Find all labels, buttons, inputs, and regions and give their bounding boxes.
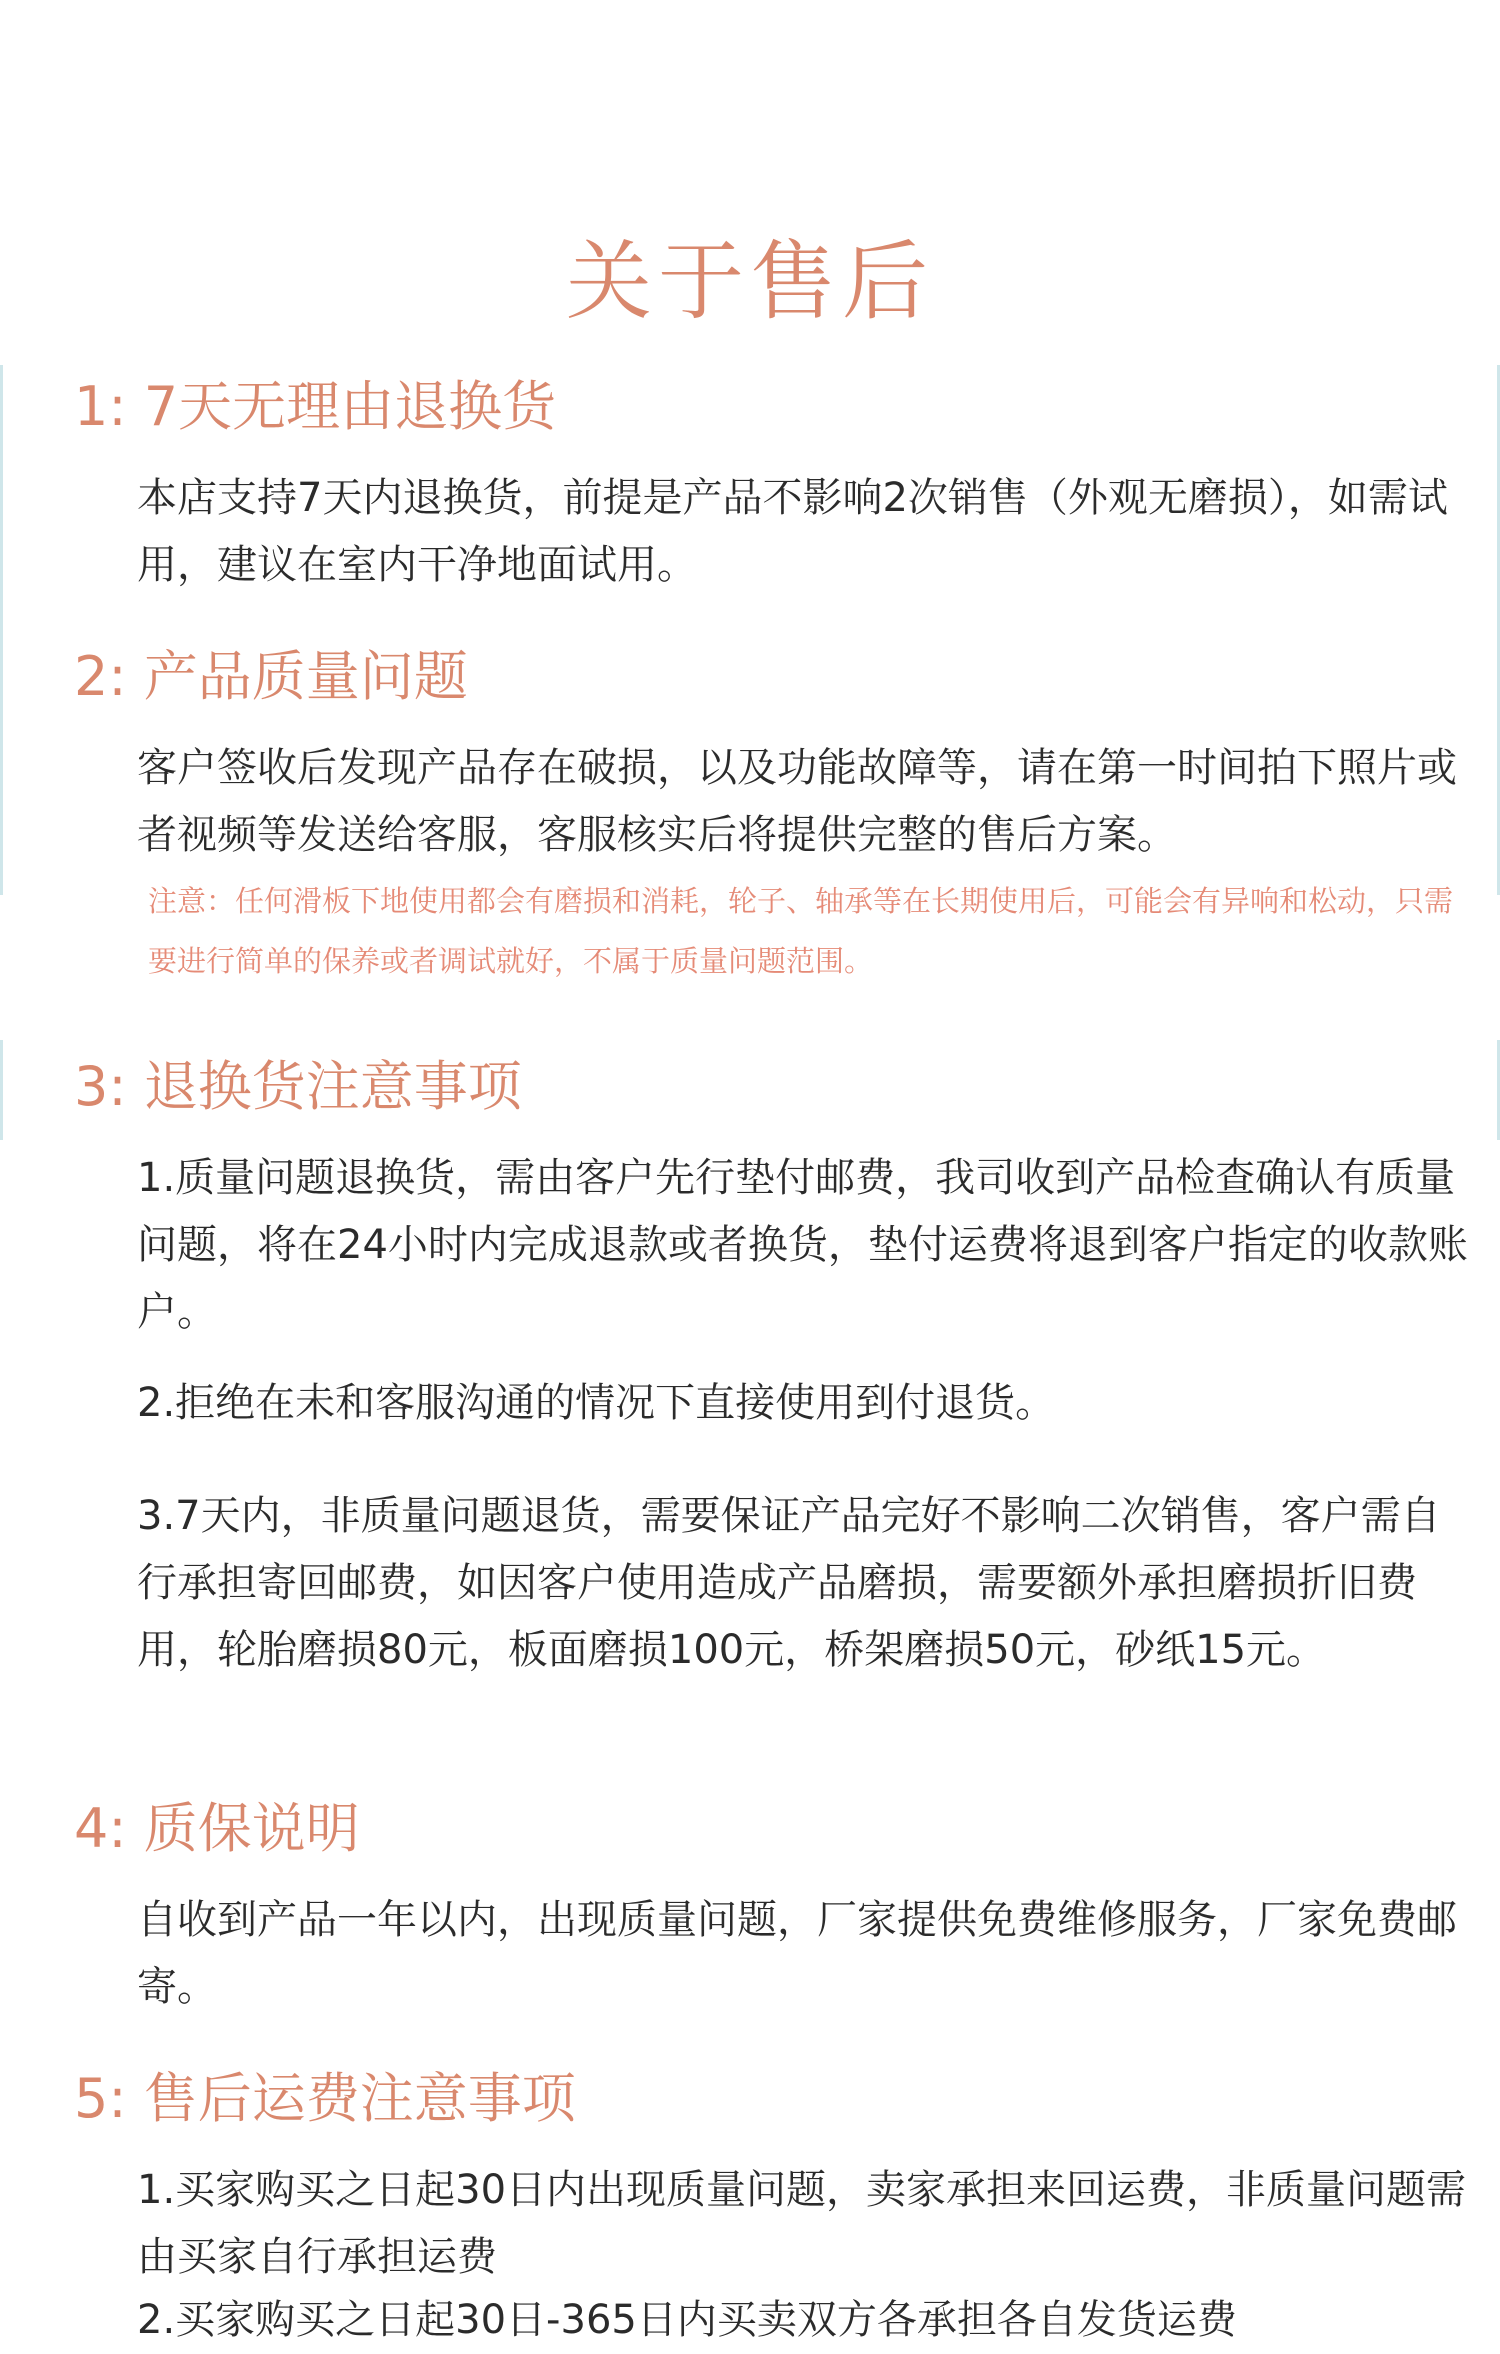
left-accent-bar [0, 1040, 3, 1140]
section-heading-5: 5: 售后运费注意事项 [74, 2067, 576, 2130]
page-title: 关于售后 [566, 232, 934, 332]
section-2-note: 注意：任何滑板下地使用都会有磨损和消耗，轮子、轴承等在长期使用后，可能会有异响和松动，只需要进行简单的保养或者调试就好，不属于质量问题范围。 [148, 884, 1454, 978]
section-heading-2: 2: 产品质量问题 [74, 645, 468, 708]
left-accent-bar [0, 365, 3, 895]
section-3-paragraph-2: 2.拒绝在未和客服沟通的情况下直接使用到付退货。 [137, 1380, 1056, 1426]
section-2-paragraph: 客户签收后发现产品存在破损，以及功能故障等，请在第一时间拍下照片或者视频等发送给客服，客服核实后将提供完整的售后方案。 [137, 745, 1457, 858]
section-3-paragraph-1: 1.质量问题退换货，需由客户先行垫付邮费，我司收到产品检查确认有质量问题，将在24小时内完成退款或者换货，垫付运费将退到客户指定的收款账户。 [137, 1155, 1468, 1335]
section-5-paragraph-1: 1.买家购买之日起30日内出现质量问题，卖家承担来回运费，非质量问题需由买家自行承担运费 [137, 2167, 1467, 2280]
section-5-paragraph-2: 2.买家购买之日起30日-365日内买卖双方各承担各自发货运费 [137, 2297, 1237, 2343]
section-heading-1: 1: 7天无理由退换货 [74, 375, 557, 438]
section-1-paragraph: 本店支持7天内退换货，前提是产品不影响2次销售（外观无磨损），如需试用，建议在室内干净地面试用。 [137, 475, 1448, 588]
section-heading-4: 4: 质保说明 [74, 1797, 360, 1860]
section-3-paragraph-3: 3.7天内，非质量问题退货，需要保证产品完好不影响二次销售，客户需自行承担寄回邮费，如因客户使用造成产品磨损，需要额外承担磨损折旧费用，轮胎磨损80元，板面磨损100元，桥架磨损50元，砂纸15元。 [137, 1493, 1441, 1673]
section-4-paragraph: 自收到产品一年以内，出现质量问题，厂家提供免费维修服务，厂家免费邮寄。 [137, 1897, 1457, 2010]
section-heading-3: 3: 退换货注意事项 [74, 1055, 522, 1118]
